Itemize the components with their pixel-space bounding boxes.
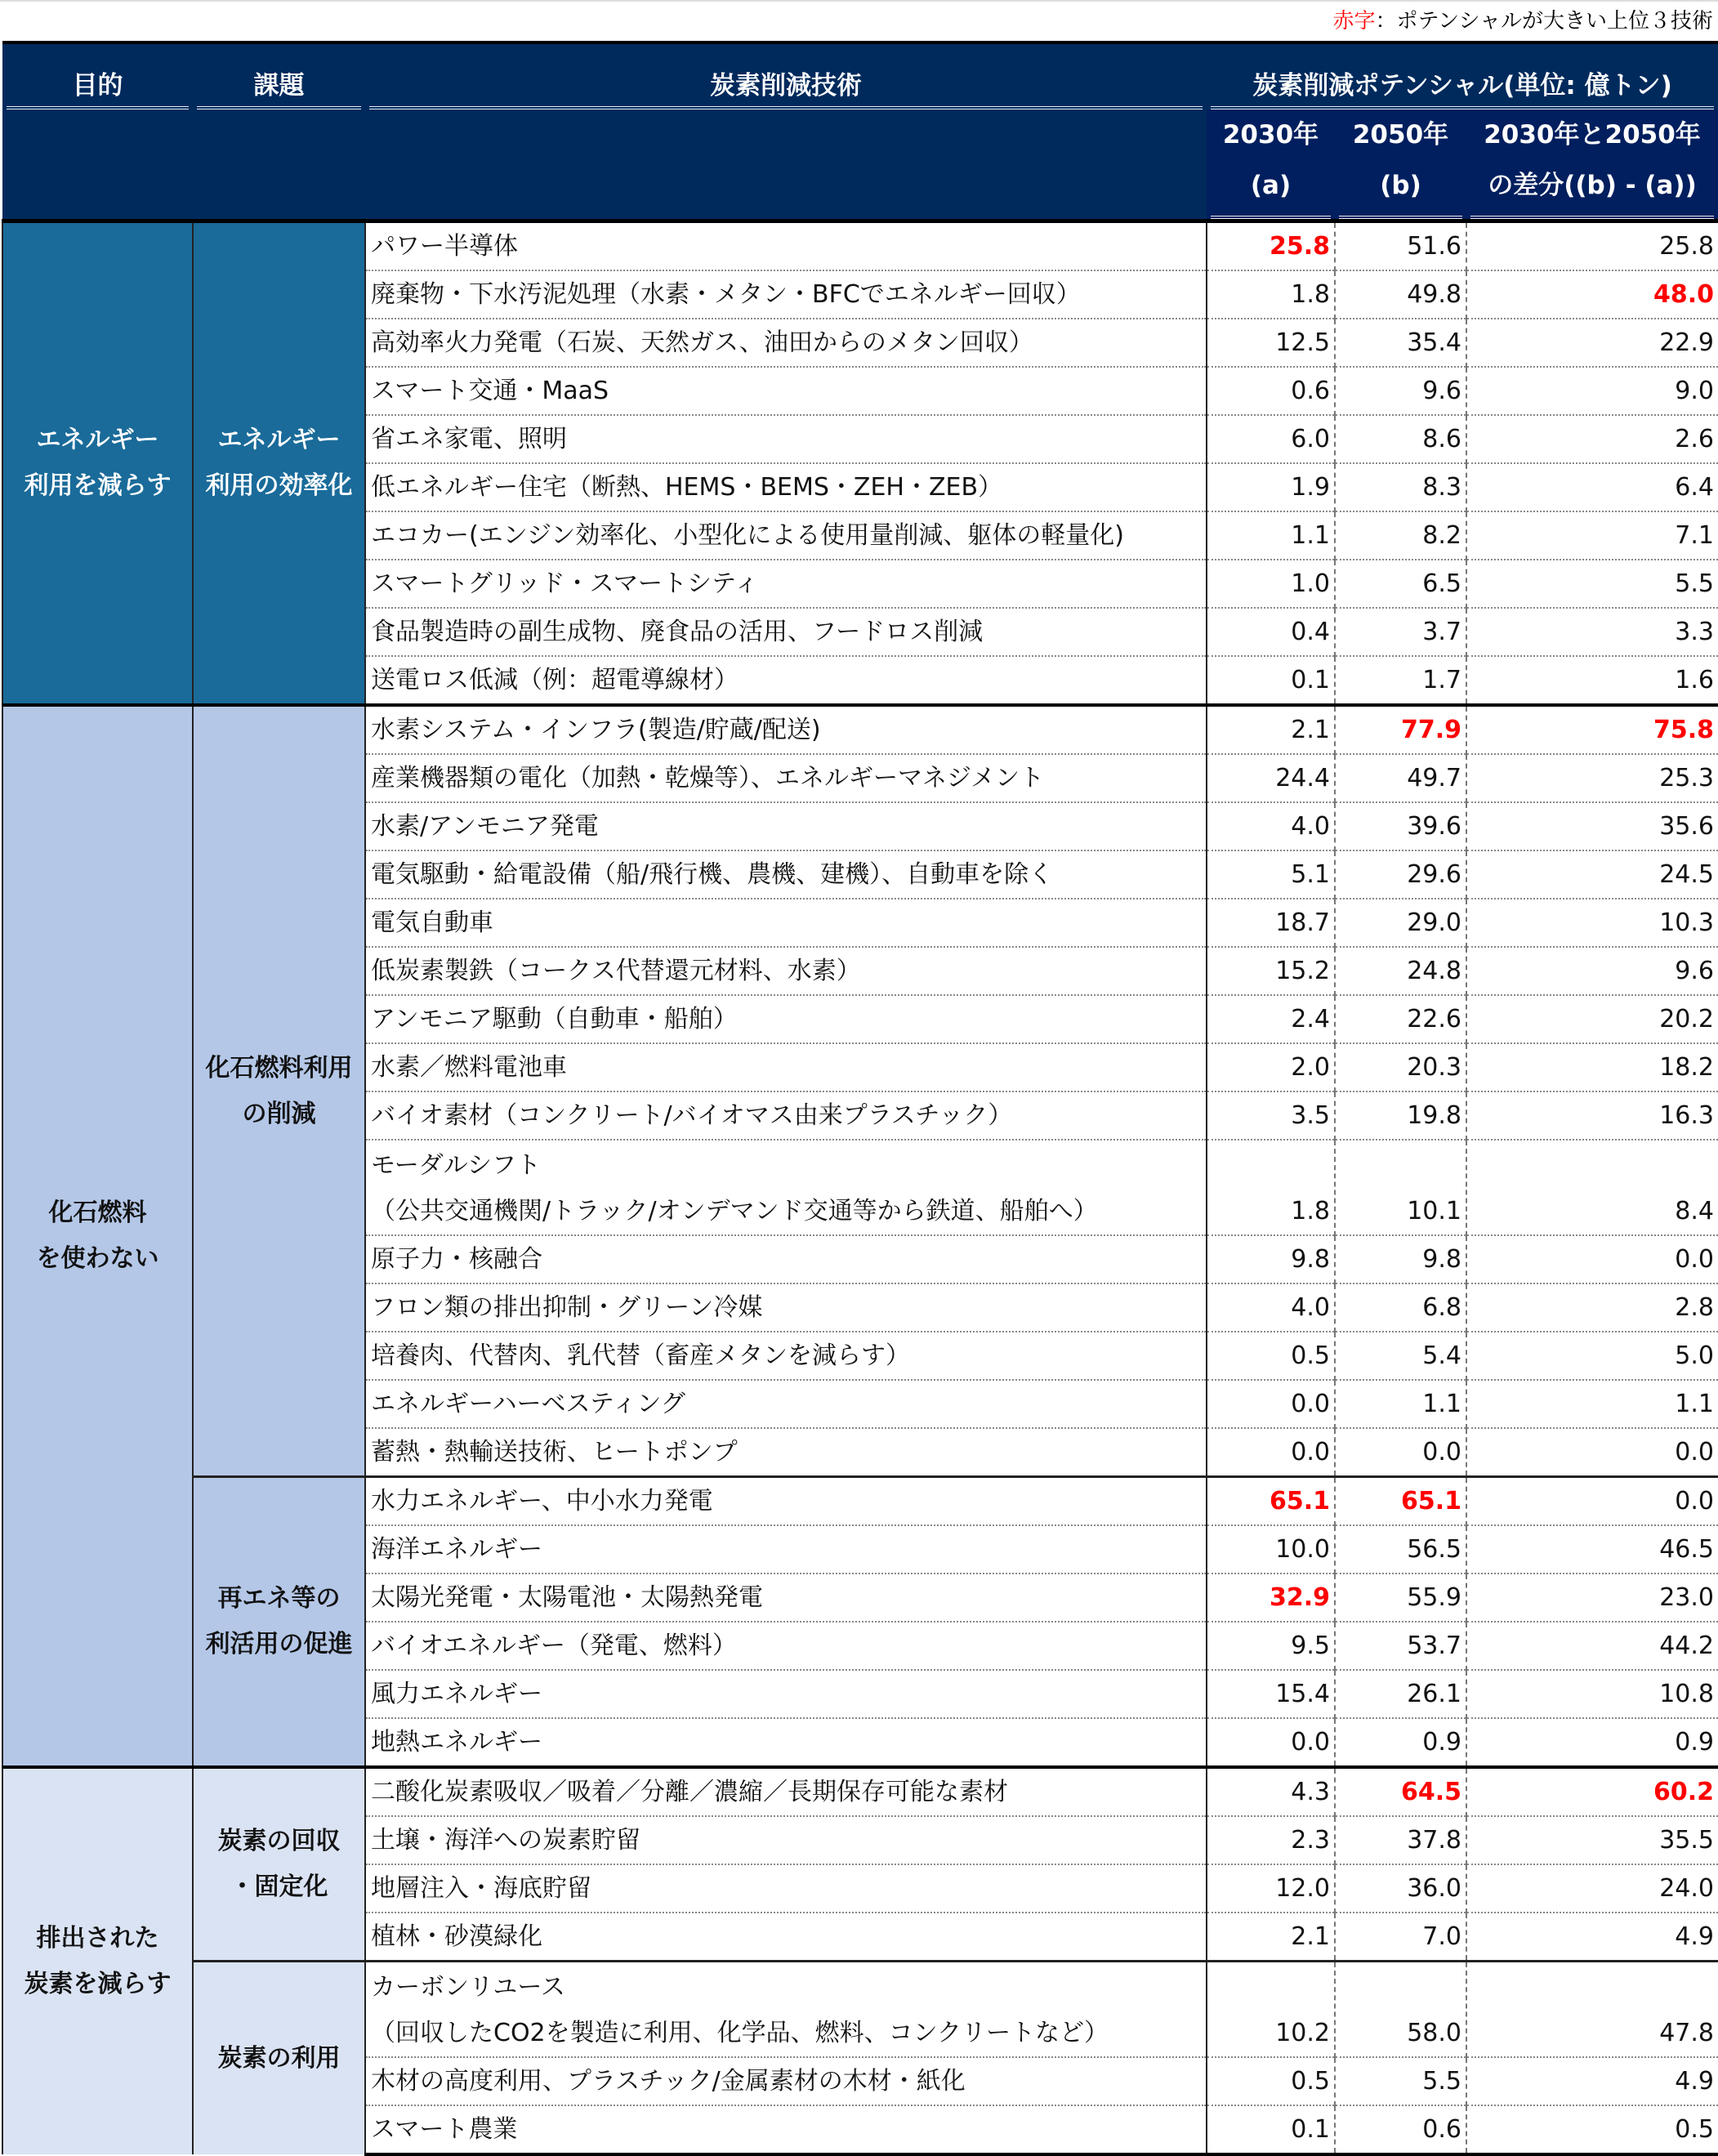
carbon-reduction-table — [2, 41, 1718, 2156]
value-diff: 22.9 — [1466, 319, 1718, 367]
technology-name: 電気駆動・給電設備（船/飛行機、農機、建機）、自動車を除く — [365, 850, 1207, 899]
value-diff: 20.2 — [1466, 995, 1718, 1043]
technology-name: 培養肉、代替肉、乳代替（畜産メタンを減らす） — [365, 1332, 1207, 1380]
value-2050: 35.4 — [1335, 319, 1466, 367]
value-2030: 2.1 — [1207, 705, 1335, 754]
technology-name: 水力エネルギー、中小水力発電 — [365, 1477, 1207, 1526]
value-diff: 35.5 — [1466, 1816, 1718, 1864]
technology-name: バイオ素材（コンクリート/バイオマス由来プラスチック） — [365, 1091, 1207, 1140]
technology-name: スマート農業 — [365, 2105, 1207, 2154]
value-2050: 39.6 — [1335, 802, 1466, 850]
value-2030: 0.0 — [1207, 1380, 1335, 1428]
value-2030: 10.2 — [1207, 1962, 1335, 2058]
header-potential: 炭素削減ポテンシャル(単位: 億トン) — [1207, 42, 1718, 109]
header-diff: 2030年と2050年 の差分((b) - (a)) — [1466, 109, 1718, 221]
header-technology: 炭素削減技術 — [365, 42, 1207, 109]
technology-name: 太陽光発電・太陽電池・太陽熱発電 — [365, 1573, 1207, 1622]
technology-name: フロン類の排出抑制・グリーン冷媒 — [365, 1283, 1207, 1332]
value-2030: 12.0 — [1207, 1864, 1335, 1913]
technology-name: 水素／燃料電池車 — [365, 1043, 1207, 1091]
value-2050: 6.5 — [1335, 560, 1466, 608]
value-2050: 64.5 — [1335, 1767, 1466, 1816]
value-2030: 2.1 — [1207, 1913, 1335, 1962]
value-diff: 25.8 — [1466, 221, 1718, 271]
technology-name: 風力エネルギー — [365, 1670, 1207, 1718]
table-body — [2, 221, 1718, 2155]
value-2030: 2.3 — [1207, 1816, 1335, 1864]
value-2030: 1.8 — [1207, 1140, 1335, 1235]
value-2030: 24.4 — [1207, 754, 1335, 802]
value-2050: 53.7 — [1335, 1622, 1466, 1670]
value-2030: 3.5 — [1207, 1091, 1335, 1140]
value-2030: 1.0 — [1207, 560, 1335, 608]
value-2030: 1.1 — [1207, 511, 1335, 560]
value-diff: 5.5 — [1466, 560, 1718, 608]
value-2050: 0.0 — [1335, 1428, 1466, 1477]
value-2050: 5.5 — [1335, 2057, 1466, 2105]
technology-name: 産業機器類の電化（加熱・乾燥等）、エネルギーマネジメント — [365, 754, 1207, 802]
value-2050: 56.5 — [1335, 1525, 1466, 1573]
value-2050: 65.1 — [1335, 1477, 1466, 1526]
technology-name: 原子力・核融合 — [365, 1235, 1207, 1283]
technology-name: モーダルシフト （公共交通機関/トラック/オンデマンド交通等から鉄道、船舶へ） — [365, 1140, 1207, 1235]
value-diff: 1.6 — [1466, 656, 1718, 705]
value-2050: 10.1 — [1335, 1140, 1466, 1235]
value-diff: 35.6 — [1466, 802, 1718, 850]
value-diff: 23.0 — [1466, 1573, 1718, 1622]
table-row — [2, 221, 1718, 271]
technology-name: エコカー(エンジン効率化、小型化による使用量削減、躯体の軽量化) — [365, 511, 1207, 560]
value-diff: 0.0 — [1466, 1428, 1718, 1477]
technology-name: 地熱エネルギー — [365, 1718, 1207, 1767]
value-2030: 0.5 — [1207, 2057, 1335, 2105]
value-2050: 55.9 — [1335, 1573, 1466, 1622]
value-2050: 0.6 — [1335, 2105, 1466, 2154]
value-2030: 0.6 — [1207, 367, 1335, 415]
value-diff: 16.3 — [1466, 1091, 1718, 1140]
technology-name: 低炭素製鉄（コークス代替還元材料、水素） — [365, 947, 1207, 995]
header-blank — [193, 109, 365, 221]
value-diff: 18.2 — [1466, 1043, 1718, 1091]
value-2030: 65.1 — [1207, 1477, 1335, 1526]
value-diff: 47.8 — [1466, 1962, 1718, 2058]
value-2030: 9.8 — [1207, 1235, 1335, 1283]
technology-name: カーボンリユース （回収したCO2を製造に利用、化学品、燃料、コンクリートなど） — [365, 1962, 1207, 2058]
value-diff: 1.1 — [1466, 1380, 1718, 1428]
value-diff: 3.3 — [1466, 608, 1718, 656]
technology-name: 木材の高度利用、プラスチック/金属素材の木材・紙化 — [365, 2057, 1207, 2105]
issue-cell: 再エネ等の 利活用の促進 — [193, 1477, 365, 1768]
issue-cell: エネルギー 利用の効率化 — [193, 221, 365, 706]
value-2050: 24.8 — [1335, 947, 1466, 995]
technology-name: エネルギーハーベスティング — [365, 1380, 1207, 1428]
header-issue: 課題 — [193, 42, 365, 109]
value-2050: 8.3 — [1335, 463, 1466, 511]
technology-name: 蓄熱・熱輸送技術、ヒートポンプ — [365, 1428, 1207, 1477]
value-2050: 51.6 — [1335, 221, 1466, 271]
value-2050: 36.0 — [1335, 1864, 1466, 1913]
value-2030: 5.1 — [1207, 850, 1335, 899]
value-diff: 9.6 — [1466, 947, 1718, 995]
value-diff: 60.2 — [1466, 1767, 1718, 1816]
technology-name: スマート交通・MaaS — [365, 367, 1207, 415]
value-2030: 2.4 — [1207, 995, 1335, 1043]
value-2030: 12.5 — [1207, 319, 1335, 367]
technology-name: バイオエネルギー（発電、燃料） — [365, 1622, 1207, 1670]
header-blank — [365, 109, 1207, 221]
value-diff: 25.3 — [1466, 754, 1718, 802]
value-2050: 7.0 — [1335, 1913, 1466, 1962]
value-2050: 19.8 — [1335, 1091, 1466, 1140]
value-2050: 0.9 — [1335, 1718, 1466, 1767]
value-2030: 4.0 — [1207, 802, 1335, 850]
value-2030: 9.5 — [1207, 1622, 1335, 1670]
technology-name: 土壌・海洋への炭素貯留 — [365, 1816, 1207, 1864]
value-diff: 2.6 — [1466, 415, 1718, 463]
table-row — [2, 1962, 1718, 2058]
value-diff: 0.9 — [1466, 1718, 1718, 1767]
value-2030: 0.0 — [1207, 1428, 1335, 1477]
value-diff: 4.9 — [1466, 2057, 1718, 2105]
value-2050: 29.6 — [1335, 850, 1466, 899]
value-diff: 5.0 — [1466, 1332, 1718, 1380]
issue-cell: 化石燃料利用 の削減 — [193, 705, 365, 1477]
value-diff: 2.8 — [1466, 1283, 1718, 1332]
value-2050: 26.1 — [1335, 1670, 1466, 1718]
value-diff: 10.8 — [1466, 1670, 1718, 1718]
technology-name: 高効率火力発電（石炭、天然ガス、油田からのメタン回収） — [365, 319, 1207, 367]
value-2050: 49.8 — [1335, 270, 1466, 319]
value-2030: 0.1 — [1207, 2105, 1335, 2154]
value-2050: 3.7 — [1335, 608, 1466, 656]
technology-name: スマートグリッド・スマートシティ — [365, 560, 1207, 608]
value-2050: 8.2 — [1335, 511, 1466, 560]
value-2030: 1.8 — [1207, 270, 1335, 319]
value-diff: 4.9 — [1466, 1913, 1718, 1962]
purpose-cell: 排出された 炭素を減らす — [2, 1767, 193, 2154]
value-diff: 0.0 — [1466, 1235, 1718, 1283]
value-diff: 7.1 — [1466, 511, 1718, 560]
value-2050: 22.6 — [1335, 995, 1466, 1043]
technology-name: 水素システム・インフラ(製造/貯蔵/配送) — [365, 705, 1207, 754]
value-diff: 8.4 — [1466, 1140, 1718, 1235]
value-2050: 77.9 — [1335, 705, 1466, 754]
technology-name: パワー半導体 — [365, 221, 1207, 271]
value-2050: 9.6 — [1335, 367, 1466, 415]
technology-name: 水素/アンモニア発電 — [365, 802, 1207, 850]
legend-note — [0, 0, 1718, 41]
value-2050: 29.0 — [1335, 899, 1466, 947]
value-2030: 4.3 — [1207, 1767, 1335, 1816]
value-2030: 2.0 — [1207, 1043, 1335, 1091]
value-2030: 1.9 — [1207, 463, 1335, 511]
issue-cell: 炭素の利用 — [193, 1962, 365, 2155]
value-2050: 6.8 — [1335, 1283, 1466, 1332]
value-2050: 20.3 — [1335, 1043, 1466, 1091]
technology-name: 食品製造時の副生成物、廃食品の活用、フードロス削減 — [365, 608, 1207, 656]
header-blank — [2, 109, 193, 221]
issue-cell: 炭素の回収 ・固定化 — [193, 1767, 365, 1962]
value-2050: 49.7 — [1335, 754, 1466, 802]
value-2030: 25.8 — [1207, 221, 1335, 271]
technology-name: 二酸化炭素吸収／吸着／分離／濃縮／長期保存可能な素材 — [365, 1767, 1207, 1816]
value-diff: 48.0 — [1466, 270, 1718, 319]
table-row — [2, 1767, 1718, 1816]
value-2050: 9.8 — [1335, 1235, 1466, 1283]
technology-name: 省エネ家電、照明 — [365, 415, 1207, 463]
value-diff: 6.4 — [1466, 463, 1718, 511]
value-diff: 9.0 — [1466, 367, 1718, 415]
legend-red-label: 赤字 — [1332, 9, 1376, 33]
table-row — [2, 1477, 1718, 1526]
value-2030: 0.5 — [1207, 1332, 1335, 1380]
value-2030: 18.7 — [1207, 899, 1335, 947]
value-2050: 37.8 — [1335, 1816, 1466, 1864]
technology-name: 電気自動車 — [365, 899, 1207, 947]
value-2050: 5.4 — [1335, 1332, 1466, 1380]
value-diff: 0.5 — [1466, 2105, 1718, 2154]
value-diff: 46.5 — [1466, 1525, 1718, 1573]
technology-name: 廃棄物・下水汚泥処理（水素・メタン・BFCでエネルギー回収） — [365, 270, 1207, 319]
technology-name: 海洋エネルギー — [365, 1525, 1207, 1573]
value-2030: 0.0 — [1207, 1718, 1335, 1767]
value-diff: 0.0 — [1466, 1477, 1718, 1526]
value-2050: 58.0 — [1335, 1962, 1466, 2058]
value-2030: 10.0 — [1207, 1525, 1335, 1573]
header-2030: 2030年 (a) — [1207, 109, 1335, 221]
value-2030: 15.2 — [1207, 947, 1335, 995]
value-diff: 24.0 — [1466, 1864, 1718, 1913]
table-row — [2, 705, 1718, 754]
value-2030: 6.0 — [1207, 415, 1335, 463]
technology-name: アンモニア駆動（自動車・船舶） — [365, 995, 1207, 1043]
header-2050: 2050年 (b) — [1335, 109, 1466, 221]
value-2030: 15.4 — [1207, 1670, 1335, 1718]
value-diff: 44.2 — [1466, 1622, 1718, 1670]
value-2030: 0.1 — [1207, 656, 1335, 705]
value-2030: 32.9 — [1207, 1573, 1335, 1622]
header-purpose: 目的 — [2, 42, 193, 109]
value-diff: 24.5 — [1466, 850, 1718, 899]
value-2050: 1.1 — [1335, 1380, 1466, 1428]
purpose-cell: 化石燃料 を使わない — [2, 705, 193, 1767]
technology-name: 植林・砂漠緑化 — [365, 1913, 1207, 1962]
value-2050: 1.7 — [1335, 656, 1466, 705]
technology-name: 低エネルギー住宅（断熱、HEMS・BEMS・ZEH・ZEB） — [365, 463, 1207, 511]
legend-text: ：ポテンシャルが大きい上位３技術 — [1375, 9, 1713, 33]
technology-name: 地層注入・海底貯留 — [365, 1864, 1207, 1913]
purpose-cell: エネルギー 利用を減らす — [2, 221, 193, 706]
value-2030: 0.4 — [1207, 608, 1335, 656]
value-diff: 10.3 — [1466, 899, 1718, 947]
value-2030: 4.0 — [1207, 1283, 1335, 1332]
technology-name: 送電ロス低減（例：超電導線材） — [365, 656, 1207, 705]
value-2050: 8.6 — [1335, 415, 1466, 463]
value-diff: 75.8 — [1466, 705, 1718, 754]
